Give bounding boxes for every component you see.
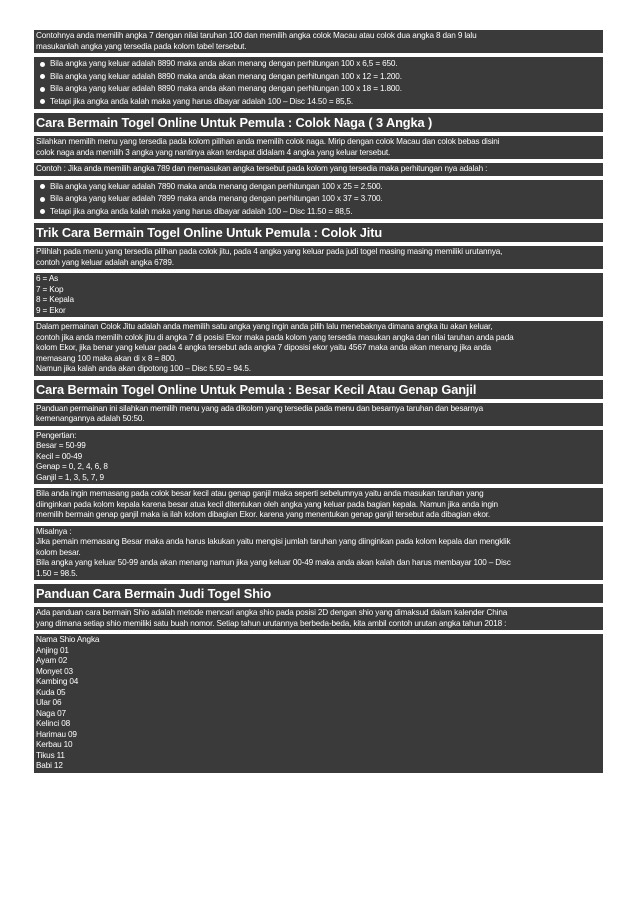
text-line: Pilihlah pada menu yang tersedia pilihan pada colok jitu, pada 4 angka yang keluar pada judi togel masing masing memiliki urutannya, — [36, 247, 503, 256]
section-heading-colok-naga: Cara Bermain Togel Online Untuk Pemula : Colok Naga ( 3 Angka ) — [34, 113, 603, 132]
text-line: kemenangannya adalah 50:50. — [36, 414, 145, 423]
document-page — [34, 30, 603, 777]
text-line: 6 = As — [36, 274, 59, 283]
text-line: Ganjil = 1, 3, 5, 7, 9 — [36, 472, 104, 482]
text-line: Genap = 0, 2, 4, 6, 8 — [36, 462, 108, 471]
text-line: Besar = 50-99 — [36, 441, 86, 450]
shio-row: Kelinci 08 — [36, 719, 71, 728]
section-heading-shio: Panduan Cara Bermain Judi Togel Shio — [34, 584, 603, 603]
text-line: 8 = Kepala — [36, 295, 74, 304]
shio-table — [34, 634, 603, 773]
text-line: diinginkan pada kolom kepala karena besar atua kecil ditentukan oleh angka yang keluar pada bagian kepala. Namun jika anda ingin — [36, 499, 498, 509]
shio-row: Kambing 04 — [36, 677, 79, 686]
naga-example — [34, 163, 603, 176]
shio-row: Harimau 09 — [36, 729, 77, 739]
text-line: 7 = Kop — [36, 284, 64, 294]
besar-definitions — [34, 430, 603, 485]
macau-result-list — [34, 57, 603, 109]
list-item: Tetapi jika angka anda kalah maka yang harus dibayar adalah 100 – Disc 14.50 = 85,5. — [50, 96, 601, 109]
besar-description — [34, 403, 603, 426]
text-line: Bila anda ingin memasang pada colok besar kecil atau genap ganjil maka seperti sebelumnya yaitu anda masukan taruhan yang — [36, 489, 484, 498]
text-line: kolom besar. — [36, 547, 81, 557]
shio-row: Naga 07 — [36, 708, 66, 718]
naga-description — [34, 136, 603, 159]
text-line: Bila angka yang keluar 50-99 anda akan menang namun jika yang keluar 00-49 maka anda akan kalah dan harus membayar 100 – Disc — [36, 558, 511, 567]
text-line: kolom Ekor, jika benar yang keluar pada 4 angka tersebut ada angka 7 diposisi ekor yaitu 4567 maka anda akan menang jika anda — [36, 343, 492, 352]
list-item: Bila angka yang keluar adalah 7899 maka anda menang dengan perhitungan 100 x 37 = 3.700. — [50, 193, 601, 206]
list-item: Bila angka yang keluar adalah 7890 maka anda menang dengan perhitungan 100 x 25 = 2.500. — [50, 181, 601, 194]
text-line: contoh yang keluar adalah angka 6789. — [36, 257, 174, 267]
shio-row: Babi 12 — [36, 761, 63, 770]
text-line: Jika pemain memasang Besar maka anda harus lakukan yaitu mengisi jumlah taruhan yang diinginkan pada kolom kepala dan mengklik — [36, 537, 511, 546]
text-line: Silahkan memilih menu yang tersedia pada kolom pilihan anda memilih colok naga. Mirip dengan colok Macau dan colok bebas disini — [36, 137, 500, 146]
jitu-positions — [34, 273, 603, 317]
text-line: Ada panduan cara bermain Shio adalah metode mencari angka shio pada posisi 2D dengan shio yang dimaksud dalam kalender China — [36, 608, 508, 617]
text-line: Pengertian: — [36, 430, 77, 440]
text-line: memilih bermain genap ganjil maka ia ilah kolom dibagian Ekor. karena yang menentukan genap ganjil tersebut ada dibagian ekor. — [36, 510, 490, 519]
shio-row: Anjing 01 — [36, 645, 69, 655]
text-line: Panduan permainan ini silahkan memilih menu yang ada dikolom yang tersedia pada menu dan besarnya taruhan dan besarnya — [36, 403, 484, 413]
text-line: Namun jika kalah anda akan dipotong 100 – Disc 5.50 = 94.5. — [36, 364, 251, 373]
text-line: Kecil = 00-49 — [36, 451, 83, 461]
shio-row: Ular 06 — [36, 698, 62, 707]
text-line: 9 = Ekor — [36, 305, 66, 315]
shio-row: Kerbau 10 — [36, 740, 73, 749]
text-line: masukanlah angka yang tersedia pada kolom tabel tersebut. — [36, 41, 247, 51]
shio-row: Tikus 11 — [36, 750, 65, 760]
intro-paragraph — [34, 30, 603, 53]
list-item: Bila angka yang keluar adalah 8890 maka anda akan menang dengan perhitungan 100 x 18 = 1.800. — [50, 83, 601, 96]
text-line: Dalam permainan Colok Jitu adalah anda memilih satu angka yang ingin anda pilih lalu menebaknya dimana angka itu akan keluar, — [36, 322, 493, 331]
text-line: memasang 100 maka akan di x 8 = 800. — [36, 353, 177, 363]
text-line: yang dimana setiap shio memiliki satu buah nomor. Setiap tahun urutannya berbeda-beda, kita ambil contoh urutan angka tahun 2018 : — [36, 618, 507, 628]
text-line: colok naga anda memilih 3 angka yang nantinya akan terdapat didalam 4 angka yang keluar tersebut. — [36, 147, 391, 157]
shio-row: Ayam 02 — [36, 656, 68, 665]
shio-table-header: Nama Shio Angka — [36, 635, 100, 644]
jitu-explanation — [34, 321, 603, 376]
text-line: 1.50 = 98.5. — [36, 568, 78, 578]
list-item: Bila angka yang keluar adalah 8890 maka anda akan menang dengan perhitungan 100 x 12 = 1.200. — [50, 71, 601, 84]
naga-result-list — [34, 180, 603, 220]
besar-explanation — [34, 488, 603, 522]
text-line: Contohnya anda memilih angka 7 dengan nilai taruhan 100 dan memilih angka colok Macau atau colok dua angka 8 dan 9 lalu — [36, 31, 477, 40]
besar-example — [34, 526, 603, 581]
shio-row: Monyet 03 — [36, 666, 73, 676]
list-item: Bila angka yang keluar adalah 8890 maka anda akan menang dengan perhitungan 100 x 6,5 = 650. — [50, 58, 601, 71]
list-item: Tetapi jika angka anda kalah maka yang harus dibayar adalah 100 – Disc 11.50 = 88,5. — [50, 206, 601, 219]
section-heading-colok-jitu: Trik Cara Bermain Togel Online Untuk Pemula : Colok Jitu — [34, 223, 603, 242]
jitu-description — [34, 246, 603, 269]
shio-row: Kuda 05 — [36, 687, 66, 697]
shio-description — [34, 607, 603, 630]
text-line: Contoh : Jika anda memilih angka 789 dan memasukan angka tersebut pada kolom yang tersedia maka perhitungan nya adalah : — [36, 164, 488, 173]
text-line: Misalnya : — [36, 526, 72, 536]
text-line: contoh jika anda memilih colok jitu di angka 7 di posisi Ekor maka pada kolom yang tersedia masukan angka dan nilai taruhan anda pada — [36, 332, 514, 342]
section-heading-besar-kecil: Cara Bermain Togel Online Untuk Pemula : Besar Kecil Atau Genap Ganjil — [34, 380, 603, 399]
